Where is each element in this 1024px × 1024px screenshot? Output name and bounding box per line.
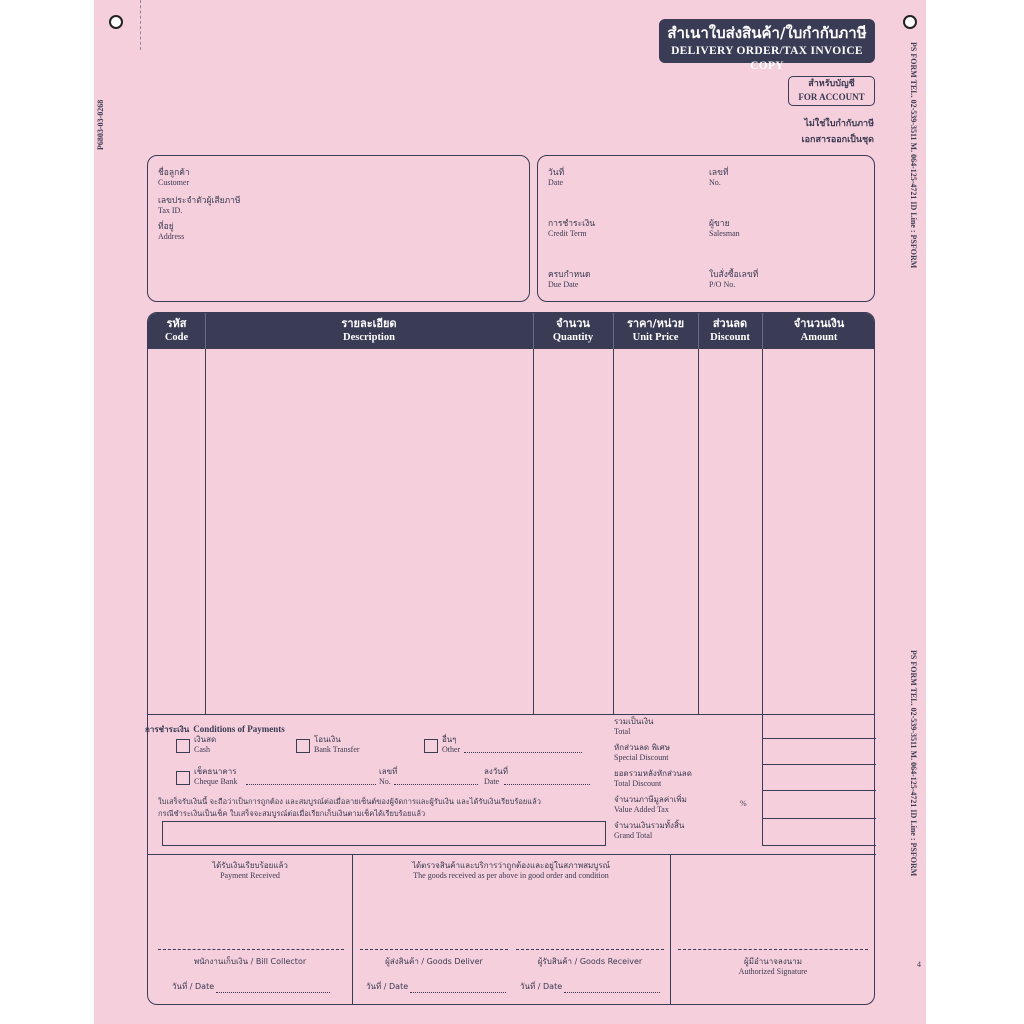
customer-field[interactable] xyxy=(158,168,190,187)
title-english: DELIVERY ORDER/TAX INVOICE COPY xyxy=(671,45,863,72)
tax-id-field[interactable] xyxy=(158,196,241,215)
other-label xyxy=(442,735,460,755)
col-header-quantity xyxy=(533,313,613,349)
title-thai: สำเนาใบส่งสินค้า/ใบกำกับภาษี xyxy=(667,24,867,42)
doc-no-field[interactable] xyxy=(709,168,729,187)
other-label-en: Other xyxy=(442,745,461,754)
other-checkbox[interactable] xyxy=(424,739,438,753)
bank-transfer-label-th: โอนเงิน xyxy=(314,735,341,744)
col-amount-en: Amount xyxy=(800,332,838,343)
cheque-label-en: Cheque Bank xyxy=(194,777,238,786)
special-discount-label-th: หักส่วนลด พิเศษ xyxy=(614,743,670,752)
page-number: 4 xyxy=(917,960,921,969)
col-code-th: รหัส xyxy=(166,317,187,330)
authorized-signature-label xyxy=(670,957,876,977)
special-discount-value-cell[interactable] xyxy=(762,739,876,765)
grand-total-value-cell[interactable] xyxy=(762,819,876,846)
col-quantity-th: จำนวน xyxy=(556,317,590,330)
salesman-field[interactable] xyxy=(709,219,740,238)
form-code: P6803-03-0268 xyxy=(96,99,105,150)
cheque-bank-input-line[interactable] xyxy=(246,784,376,785)
authorized-signature-line[interactable] xyxy=(678,949,868,950)
for-account-badge xyxy=(788,76,875,106)
for-account-english: FOR ACCOUNT xyxy=(798,92,865,102)
payment-heading-en: Conditions of Payments xyxy=(193,724,285,734)
cheque-label-th: เช็คธนาคาร xyxy=(194,767,237,776)
side-contact-text-top: PS FORM TEL. 02-539-3511 M. 064-125-4721 ID Line : PSFORM xyxy=(909,42,918,269)
perforation-line xyxy=(140,0,141,50)
column-divider xyxy=(698,349,699,714)
vat-label-en: Value Added Tax xyxy=(614,805,669,814)
bank-transfer-checkbox[interactable] xyxy=(296,739,310,753)
col-unit-price-en: Unit Price xyxy=(632,332,679,343)
vat-label xyxy=(614,795,687,815)
column-divider xyxy=(762,349,763,714)
goods-deliver-label: ผู้ส่งสินค้า / Goods Deliver xyxy=(385,957,483,966)
credit-term-label-th: การชำระเงิน xyxy=(548,219,596,229)
goods-deliver-date-label: วันที่ / Date xyxy=(366,982,409,991)
col-header-amount xyxy=(762,313,875,349)
col-discount-en: Discount xyxy=(710,332,750,343)
authorized-th: ผู้มีอำนาจลงนาม xyxy=(744,957,802,966)
total-label-th: รวมเป็นเงิน xyxy=(614,717,654,726)
vat-value-cell[interactable] xyxy=(762,791,876,819)
signature-divider xyxy=(148,854,876,855)
credit-term-label-en: Credit Term xyxy=(548,229,587,238)
salesman-label-th: ผู้ขาย xyxy=(709,219,730,229)
col-header-unit-price xyxy=(613,313,698,349)
no-label-th: เลขที่ xyxy=(709,168,729,178)
po-no-label-en: P/O No. xyxy=(709,280,736,289)
cash-label-en: Cash xyxy=(194,745,210,754)
grand-total-label-en: Grand Total xyxy=(614,831,653,840)
col-code-en: Code xyxy=(164,332,189,343)
special-discount-label xyxy=(614,743,670,763)
cheque-date-input-line[interactable] xyxy=(504,784,590,785)
cheque-date-label-th: ลงวันที่ xyxy=(484,767,509,776)
goods-receiver-label: ผู้รับสินค้า / Goods Receiver xyxy=(537,957,643,966)
bill-collector-label: พนักงานเก็บเงิน / Bill Collector xyxy=(193,957,307,966)
grand-total-label-th: จำนวนเงินรวมทั้งสิ้น xyxy=(614,821,685,830)
col-description-en: Description xyxy=(343,332,395,343)
col-header-description xyxy=(205,313,533,349)
date-label-en: Date xyxy=(548,178,564,187)
remarks-box[interactable] xyxy=(162,821,606,846)
grand-total-label xyxy=(614,821,684,841)
goods-receiver-signature-line[interactable] xyxy=(516,949,664,950)
payment-received-en: Payment Received xyxy=(220,871,280,880)
address-field[interactable] xyxy=(158,222,184,241)
cash-checkbox[interactable] xyxy=(176,739,190,753)
bill-collector-date-label: วันที่ / Date xyxy=(172,982,215,991)
header-divider xyxy=(205,313,206,349)
issued-as-set-note: เอกสารออกเป็นชุด xyxy=(801,135,874,145)
col-header-code xyxy=(148,313,205,349)
customer-label-th: ชื่อลูกค้า xyxy=(158,168,190,178)
col-header-discount xyxy=(698,313,762,349)
date-label-th: วันที่ xyxy=(548,168,565,178)
payment-heading-th: การชำระเงิน xyxy=(145,725,190,734)
header-divider xyxy=(613,313,614,349)
col-discount-th: ส่วนลด xyxy=(712,317,748,330)
po-no-label-th: ใบสั่งซื้อเลขที่ xyxy=(709,270,759,280)
customer-label-en: Customer xyxy=(158,178,190,187)
cash-label xyxy=(194,735,216,755)
customer-panel xyxy=(147,155,530,302)
info-panel xyxy=(537,155,875,302)
goods-receiver-date-label: วันที่ / Date xyxy=(520,982,563,991)
payment-received-heading xyxy=(148,861,352,881)
total-discount-value-cell[interactable] xyxy=(762,765,876,791)
cheque-no-label-en: No. xyxy=(379,777,391,786)
goods-received-heading xyxy=(352,861,670,881)
due-date-label-th: ครบกำหนด xyxy=(548,270,591,280)
col-description-th: รายละเอียด xyxy=(341,317,397,330)
special-discount-label-en: Special Discount xyxy=(614,753,669,762)
total-discount-label-en: Total Discount xyxy=(614,779,662,788)
goods-receiver-date-line[interactable] xyxy=(564,992,660,993)
due-date-label-en: Due Date xyxy=(548,280,579,289)
cheque-checkbox[interactable] xyxy=(176,771,190,785)
bill-collector-date-line[interactable] xyxy=(216,992,330,993)
column-divider xyxy=(533,349,534,714)
address-label-th: ที่อยู่ xyxy=(158,222,174,232)
col-amount-th: จำนวนเงิน xyxy=(793,317,845,330)
total-label xyxy=(614,717,653,737)
salesman-label-en: Salesman xyxy=(709,229,740,238)
payment-received-th: ได้รับเงินเรียบร้อยแล้ว xyxy=(212,861,288,870)
header-divider xyxy=(698,313,699,349)
bank-transfer-label xyxy=(314,735,360,755)
total-discount-label-th: ยอดรวมหลังหักส่วนลด xyxy=(614,769,692,778)
due-date-field[interactable] xyxy=(548,270,591,289)
receipt-disclaimer-1: ใบเสร็จรับเงินนี้ จะถือว่าเป็นการถูกต้อง และสมบูรณ์ต่อเมื่อลายเซ็นต์ของผู้จัดการและผู้รับเงิน และได้รับเงินเรียบร้อยแล้ว xyxy=(158,797,541,806)
po-no-field[interactable] xyxy=(709,270,758,289)
cheque-label xyxy=(194,767,237,787)
goods-received-en: The goods received as per above in good order and condition xyxy=(413,871,609,880)
cheque-no-label-th: เลขที่ xyxy=(379,767,398,776)
bill-collector-signature-line[interactable] xyxy=(158,949,344,950)
col-quantity-en: Quantity xyxy=(552,332,594,343)
other-input-line[interactable] xyxy=(464,752,582,753)
goods-received-th: ได้ตรวจสินค้าและบริการว่าถูกต้องและอยู่ในสภาพสมบูรณ์ xyxy=(411,861,611,870)
items-table xyxy=(147,312,875,715)
header-divider xyxy=(533,313,534,349)
column-divider xyxy=(613,349,614,714)
cheque-date-label-en: Date xyxy=(484,777,500,786)
tax-id-label-th: เลขประจำตัวผู้เสียภาษี xyxy=(158,196,241,206)
punch-hole-right xyxy=(903,15,917,29)
total-value-cell[interactable] xyxy=(762,715,876,739)
document-title xyxy=(659,19,875,72)
tax-id-label-en: Tax ID. xyxy=(158,206,183,215)
goods-deliver-date-line[interactable] xyxy=(410,992,506,993)
vat-label-th: จำนวนภาษีมูลค่าเพิ่ม xyxy=(614,795,687,804)
col-unit-price-th: ราคา/หน่วย xyxy=(626,317,685,330)
header-divider xyxy=(762,313,763,349)
credit-term-field[interactable] xyxy=(548,219,595,238)
for-account-thai: สำหรับบัญชี xyxy=(808,79,855,89)
cheque-no-input-line[interactable] xyxy=(394,784,478,785)
receipt-disclaimer-2: กรณีชำระเงินเป็นเช็ค ใบเสร็จจะสมบูรณ์ต่อเมื่อเรียกเก็บเงินตามเช็คได้เรียบร้อยแล้ว xyxy=(158,809,426,818)
footer-section xyxy=(147,715,875,1005)
other-label-th: อื่นๆ xyxy=(442,735,457,744)
no-label-en: No. xyxy=(709,178,721,187)
goods-deliver-signature-line[interactable] xyxy=(360,949,508,950)
not-tax-invoice-note: ไม่ใช่ใบกำกับภาษี xyxy=(804,119,874,129)
date-field[interactable] xyxy=(548,168,564,187)
cash-label-th: เงินสด xyxy=(194,735,217,744)
address-label-en: Address xyxy=(158,232,185,241)
vat-percent: % xyxy=(740,799,747,808)
column-divider xyxy=(205,349,206,714)
total-discount-label xyxy=(614,769,692,789)
punch-hole-left xyxy=(109,15,123,29)
bank-transfer-label-en: Bank Transfer xyxy=(314,745,360,754)
side-contact-text-bottom: PS FORM TEL. 02-539-3511 M. 064-125-4721 ID Line : PSFORM xyxy=(909,650,918,877)
total-label-en: Total xyxy=(614,727,631,736)
sig-col-divider xyxy=(670,854,671,1004)
authorized-en: Authorized Signature xyxy=(738,967,808,976)
